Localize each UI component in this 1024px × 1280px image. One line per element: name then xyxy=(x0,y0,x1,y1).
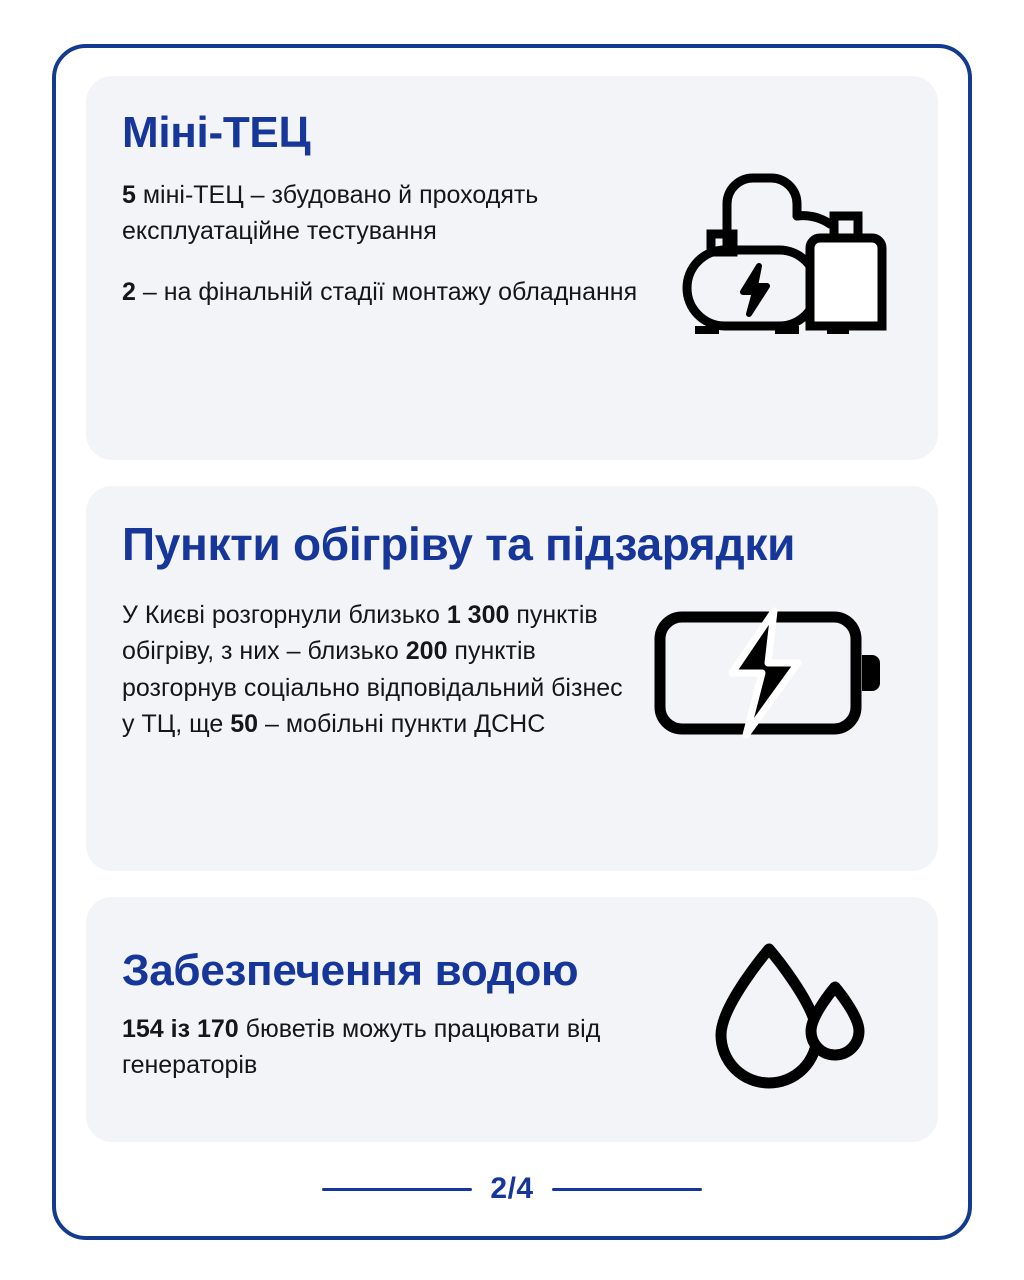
card-water xyxy=(86,897,938,1143)
pager-line-right xyxy=(552,1188,702,1191)
content-frame xyxy=(52,44,972,1240)
card-heating-title: Пункти обігріву та підзарядки xyxy=(122,518,796,571)
card-mini-chp-paragraph-1 xyxy=(122,178,677,249)
card-mini-chp xyxy=(86,76,938,460)
card-mini-chp-paragraph-1-rest: міні-ТЕЦ – збудовано й проходять експлуатаційне тестування xyxy=(122,181,539,245)
card-mini-chp-paragraph-2 xyxy=(122,275,677,311)
stat-5: 5 xyxy=(122,181,136,210)
power-plant-icon xyxy=(677,154,892,354)
pager-line-left xyxy=(322,1188,472,1191)
card-mini-chp-text xyxy=(122,110,677,311)
card-heating-paragraph: У Києві розгорнули близько 1 300 пунктів обігріву, з них – близько 200 пунктів розгорнув соціально відповідальний бізнес у ТЦ, ще 50 – мобільні пункти ДСНС xyxy=(122,600,623,739)
card-mini-chp-paragraph-2-rest: – на фінальній стадії монтажу обладнання xyxy=(135,278,638,307)
card-water-text xyxy=(122,945,707,1083)
card-heating-row xyxy=(122,587,902,753)
battery-charge-icon xyxy=(652,593,902,753)
card-water-title: Забезпечення водою xyxy=(122,945,579,995)
card-water-paragraph: 154 із 170 бюветів можуть працювати від генераторів xyxy=(122,1015,601,1079)
pager-label: 2/4 xyxy=(490,1172,534,1206)
card-heating xyxy=(86,486,938,870)
card-mini-chp-title: Міні-ТЕЦ xyxy=(122,108,311,157)
card-heating-text xyxy=(122,597,642,743)
water-drop-icon xyxy=(707,935,882,1095)
stat-2: 2 xyxy=(122,278,136,307)
pager xyxy=(86,1142,938,1236)
